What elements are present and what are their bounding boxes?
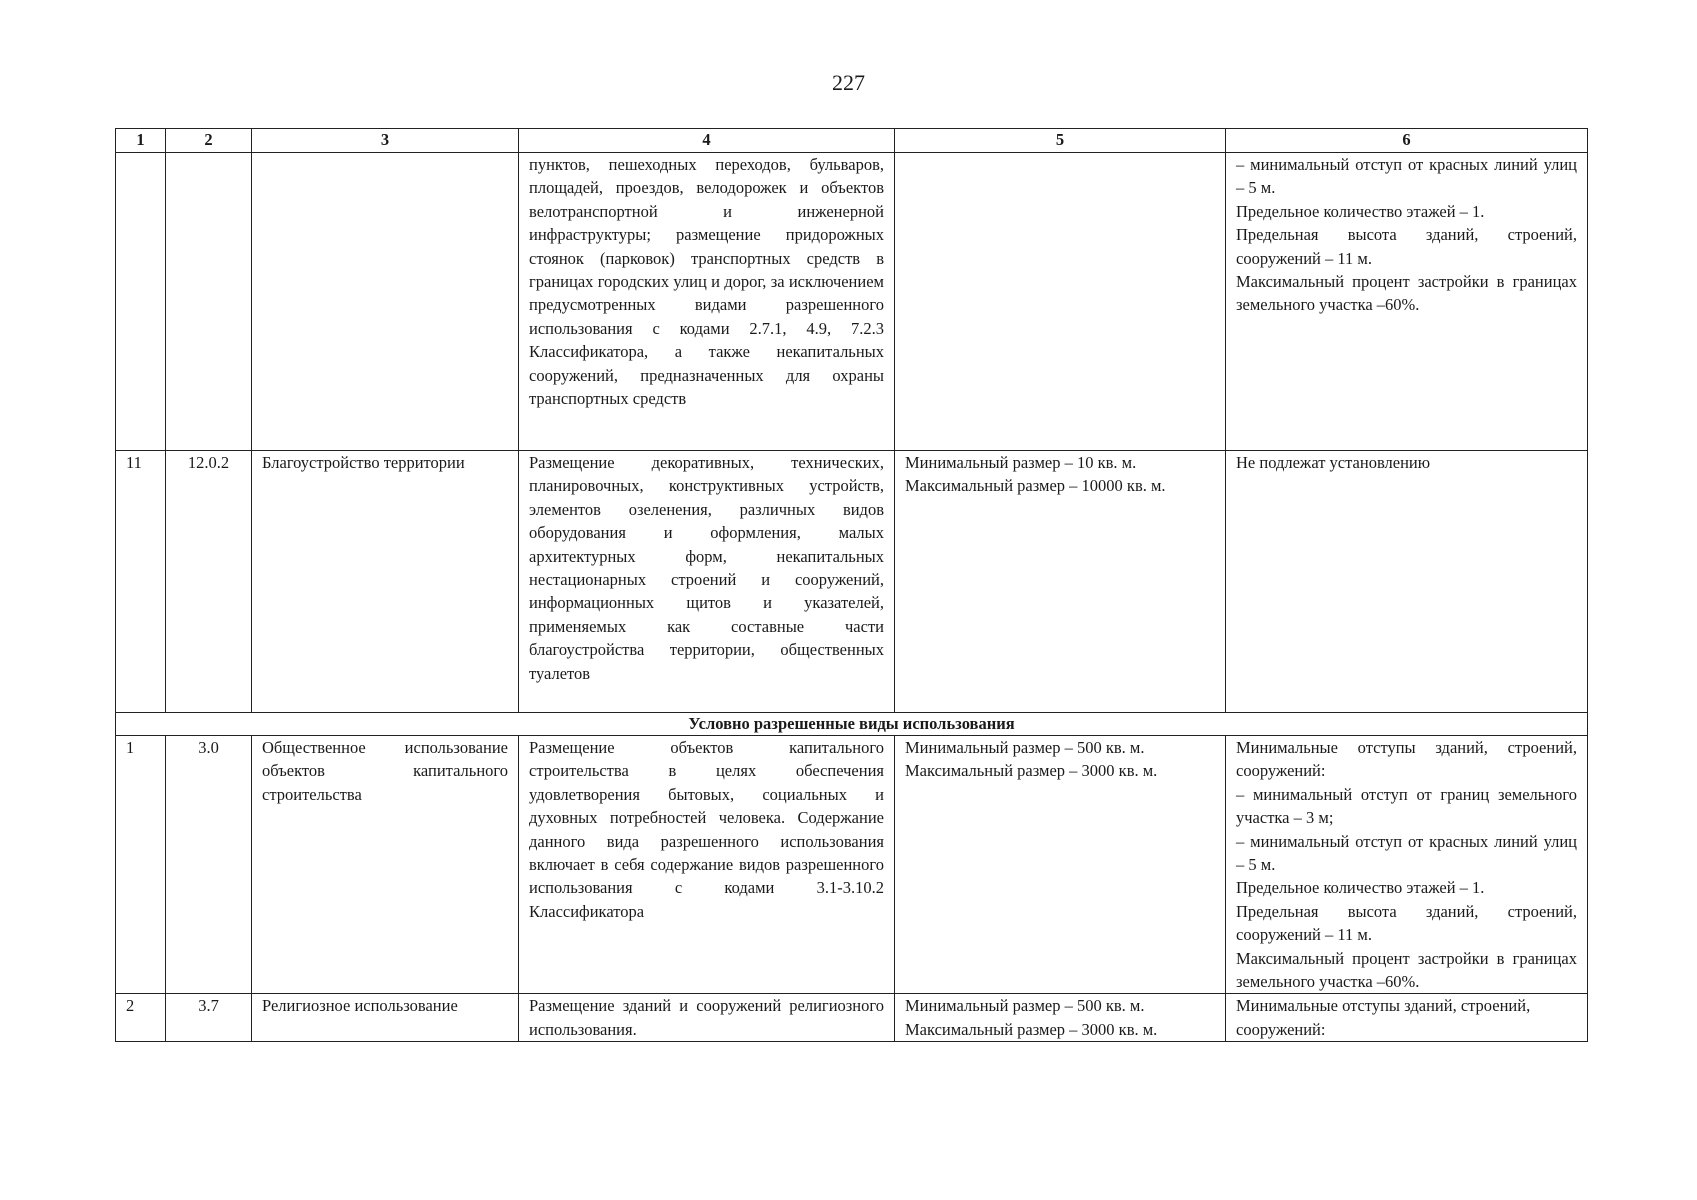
row-code-cell: 12.0.2 xyxy=(166,451,252,713)
row-params-cell xyxy=(1226,994,1588,1042)
row-name-cell: Благоустройство территории xyxy=(252,451,519,713)
column-header: 4 xyxy=(519,129,895,153)
table-row xyxy=(116,994,1588,1042)
column-header: 1 xyxy=(116,129,166,153)
param-line: Предельная высота зданий, строений, сооружений – 11 м. xyxy=(1236,225,1577,268)
param-line: – минимальный отступ от красных линий улиц – 5 м. xyxy=(1236,831,1577,875)
row-code-cell: 3.7 xyxy=(166,994,252,1042)
row-number-cell: 2 xyxy=(116,994,166,1042)
section-row xyxy=(116,713,1588,736)
row-size-cell xyxy=(895,153,1226,451)
param-line: Минимальные отступы зданий, строений, сооружений: xyxy=(1236,738,1577,781)
row-params-cell xyxy=(1226,736,1588,994)
size-line: Максимальный размер – 3000 кв. м. xyxy=(905,761,1158,781)
param-line: Предельное количество этажей – 1. xyxy=(1236,878,1485,898)
row-description-cell: Размещение декоративных, технических, планировочных, конструктивных устройств, элементов озеленения, различных видов оборудования и оформления, малых архитектурных форм, некапитальных нестационарных строений и сооружений, информационных щитов и указателей, применяемых как составные части благоустройства территории, общественных туалетов xyxy=(519,451,895,713)
row-code-cell: 3.0 xyxy=(166,736,252,994)
size-line: Минимальный размер – 500 кв. м. xyxy=(905,996,1145,1016)
param-line: Предельное количество этажей – 1. xyxy=(1236,201,1485,221)
size-line: Минимальный размер – 10 кв. м. xyxy=(905,453,1137,472)
row-number-cell xyxy=(116,153,166,451)
row-size-cell xyxy=(895,451,1226,713)
size-line: Максимальный размер – 3000 кв. м. xyxy=(905,1019,1158,1039)
row-description-cell: Размещение объектов капитального строительства в целях обеспечения удовлетворения бытовых, социальных и духовных потребностей человека. Содержание данного вида разрешенного использования включает в себя содержание видов разрешенного использования с кодами 3.1-3.10.2 Классификатора xyxy=(519,736,895,994)
param-line: Максимальный процент застройки в границах земельного участка –60%. xyxy=(1236,272,1577,315)
table-row xyxy=(116,451,1588,713)
table-row xyxy=(116,153,1588,451)
row-code-cell xyxy=(166,153,252,451)
row-name-cell: Религиозное использование xyxy=(252,994,519,1042)
row-params-cell xyxy=(1226,451,1588,713)
param-line: – минимальный отступ от красных линий улиц – 5 м. xyxy=(1236,155,1577,198)
page-number: 227 xyxy=(832,70,865,95)
row-description-cell: Размещение зданий и сооружений религиозного использования. xyxy=(519,994,895,1042)
row-number-cell: 11 xyxy=(116,451,166,713)
column-header: 5 xyxy=(895,129,1226,153)
table-row xyxy=(116,736,1588,994)
row-number-cell: 1 xyxy=(116,736,166,994)
row-description-cell: пунктов, пешеходных переходов, бульваров, площадей, проездов, велодорожек и объектов велотранспортной и инженерной инфраструктуры; размещение придорожных стоянок (парковок) транспортных средств в границах городских улиц и дорог, за исключением предусмотренных видами разрешенного использования с кодами 2.7.1, 4.9, 7.2.3 Классификатора, а также некапитальных сооружений, предназначенных для охраны транспортных средств xyxy=(519,153,895,451)
size-line: Максимальный размер – 10000 кв. м. xyxy=(905,476,1166,496)
row-name-cell xyxy=(252,153,519,451)
param-line: Не подлежат установлению xyxy=(1236,453,1431,472)
row-name-cell: Общественное использование объектов капитального строительства xyxy=(252,736,519,994)
param-line: Минимальные отступы зданий, строений, сооружений: xyxy=(1236,996,1531,1039)
table-header-row xyxy=(116,129,1588,153)
column-header: 2 xyxy=(166,129,252,153)
row-params-cell xyxy=(1226,153,1588,451)
row-size-cell xyxy=(895,736,1226,994)
size-line: Минимальный размер – 500 кв. м. xyxy=(905,738,1145,757)
column-header: 6 xyxy=(1226,129,1588,153)
section-title: Условно разрешенные виды использования xyxy=(116,713,1588,736)
column-header: 3 xyxy=(252,129,519,153)
param-line: – минимальный отступ от границ земельного участка – 3 м; xyxy=(1236,784,1577,828)
row-size-cell xyxy=(895,994,1226,1042)
param-line: Предельная высота зданий, строений, сооружений – 11 м. xyxy=(1236,901,1577,945)
param-line: Максимальный процент застройки в границах земельного участка –60%. xyxy=(1236,948,1577,992)
regulations-table xyxy=(115,128,1588,1042)
